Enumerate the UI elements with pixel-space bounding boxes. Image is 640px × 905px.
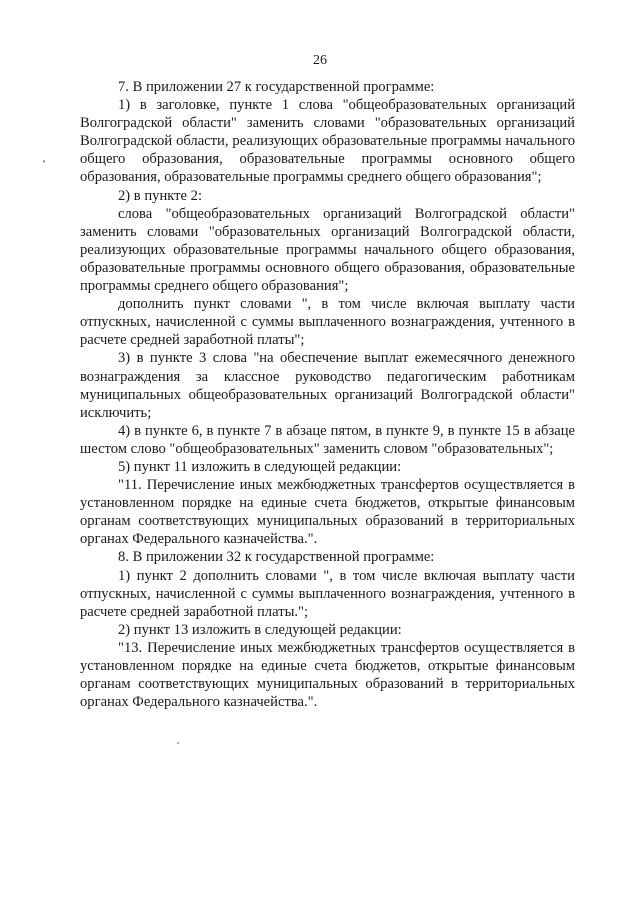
- paragraph-point-11-text: "11. Перечисление иных межбюджетных трансфертов осуществляется в установленном порядке на единые счета бюджетов, открытые финансовым органам соответствующих муниципальных образований в территориальных органах Федерального казначейства.".: [80, 477, 575, 548]
- paragraph-subitem-1: 1) в заголовке, пункте 1 слова "общеобразовательных организаций Волгоградской области" заменить словами "образовательных организаций Волгоградской области, реализующих образовательные программы начального общего образования, образовательные программы основного общего образования, образовательные программы среднего общего образования";: [80, 97, 575, 186]
- document-body: [80, 78, 575, 711]
- paragraph-point-13-text: "13. Перечисление иных межбюджетных трансфертов осуществляется в установленном порядке на единые счета бюджетов, открытые финансовым органам соответствующих муниципальных образований в территориальных органах Федерального казначейства.".: [80, 639, 575, 711]
- paragraph-supplement: дополнить пункт словами ", в том числе включая выплату части отпускных, начисленной с суммы выплаченного вознаграждения, учтенного в расчете средней заработной платы";: [80, 296, 575, 349]
- paragraph-item-7-heading: 7. В приложении 27 к государственной программе:: [118, 79, 435, 95]
- paragraph-subitem-8-2: 2) пункт 13 изложить в следующей редакции:: [118, 621, 402, 638]
- paragraph-item-8-heading: 8. В приложении 32 к государственной программе:: [118, 549, 435, 566]
- paragraph-subitem-8-1: 1) пункт 2 дополнить словами ", в том числе включая выплату части отпускных, начисленной с суммы выплаченного вознаграждения, учтенного в расчете средней заработной платы.";: [80, 567, 575, 620]
- paragraph-words-replace: слова "общеобразовательных организаций Волгоградской области" заменить словами "образовательных организаций Волгоградской области, реализующих образовательные программы начального общего образования, образовательные программы основного общего образования, образовательные программы среднего общего образования";: [80, 205, 575, 295]
- page-number: 26: [313, 53, 327, 68]
- paragraph-subitem-3: 3) в пункте 3 слова "на обеспечение выплат ежемесячного денежного вознаграждения за классное руководство педагогическим работникам муниципальных общеобразовательных организаций Волгоградской области" исключить;: [80, 350, 575, 421]
- paragraph-subitem-4: 4) в пункте 6, в пункте 7 в абзаце пятом, в пункте 9, в пункте 15 в абзаце шестом слово "общеобразовательных" заменить словом "образовательных";: [80, 422, 575, 457]
- scan-speck: [43, 160, 45, 163]
- paragraph-subitem-2: 2) в пункте 2:: [118, 187, 203, 204]
- scan-speck: [177, 742, 179, 744]
- paragraph-subitem-5: 5) пункт 11 изложить в следующей редакции:: [118, 458, 402, 475]
